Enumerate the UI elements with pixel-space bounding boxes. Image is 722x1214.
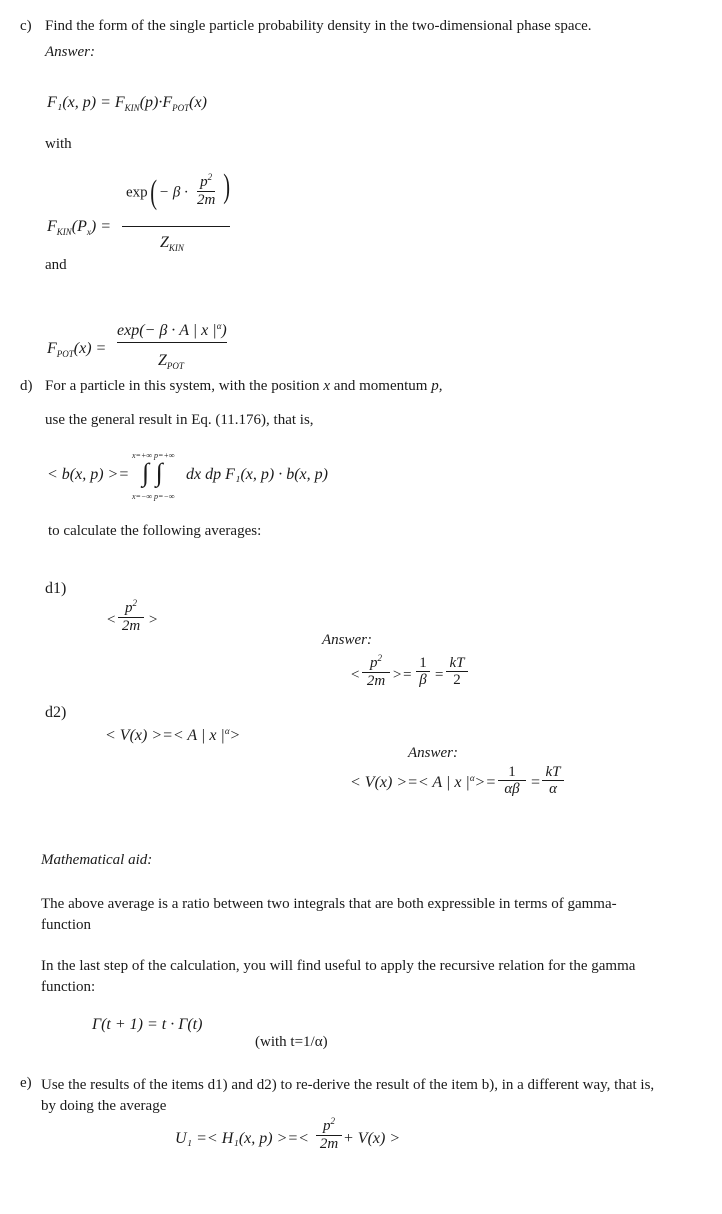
integral-body: dx dp F₁(x, p) · b(x, p) [186,466,328,483]
d1-answer: < $p^2$ 2m >= 1 β = kT 2 [350,655,480,695]
math-aid-title: Mathematical aid: [41,852,153,868]
item-c-text: Find the form of the single particle probability density in the two-dimensional phase space. [45,18,592,34]
fpot-denominator: $Z_{POT}$ [158,352,184,371]
d2-answer-label: Answer: [408,745,458,761]
item-d-line1: For a particle in this system, with the position x and momentum p, [45,378,443,394]
integral-upper-limits: x=+∞ p=+∞ [132,451,175,460]
average-lhs: < b(x, p) >= [47,466,130,483]
fkin-inner-frac: $p^2$ 2m [197,172,216,208]
math-aid-para1: The above average is a ratio between two integrals that are both expressible in terms of gamma-function [41,896,617,933]
fkin-fraction-bar [122,226,230,227]
fkin-exp: exp( − β · [126,174,188,211]
item-d-line3: to calculate the following averages: [48,523,262,539]
f1-equation: F₁(x, $p) = F_{KIN}(p)\cdot F_{POT}(x)$ [47,94,207,113]
answer-label: Answer: [45,44,95,60]
math-aid-para2: In the last step of the calculation, you will find useful to apply the recursive relation for the gamma function: [41,958,636,995]
integral-lower-limits: x=−∞ p=−∞ [132,492,175,501]
d2-answer: < V(x) >=< A | x $|^\alpha>=$ 1 αβ = kT α [350,764,580,804]
d2-expression: < V(x) >=< A | x $|^\alpha>$ [105,726,241,744]
gamma-recursion: Γ(t + 1) = t · Γ(t) [92,1016,203,1033]
d2-label: d2) [45,704,67,721]
energy-average: U₁ =< H₁(x, p) >=< $p^2$ 2m + V(x) > [175,1116,401,1152]
fkin-close-paren: ) [223,168,231,205]
fkin-denominator: $Z_{KIN}$ [160,234,184,253]
d1-label: d1) [45,580,67,597]
item-e-label: e) [20,1075,32,1091]
and-word: and [45,257,67,273]
fpot-numerator: exp(− β · A | x $|^\alpha$) [117,322,227,343]
item-d-label: d) [20,378,33,394]
fkin-lhs: $F_{KIN}(P_x)$ = [47,218,112,237]
item-e-text: Use the results of the items d1) and d2) to re-derive the result of the item b), in a different way, that is, by doing the average [41,1077,655,1114]
fpot-lhs: $F_{POT}(x)$ = [47,340,107,359]
item-d-line2: use the general result in Eq. (11.176), that is, [45,412,314,428]
fkin-fraction [122,170,230,230]
item-c-label: c) [20,18,32,34]
gamma-with-note: (with t=1/α) [255,1034,328,1050]
with-word: with [45,136,72,152]
integral-signs: ∫ ∫ [142,458,163,487]
d1-answer-label: Answer: [322,632,372,648]
